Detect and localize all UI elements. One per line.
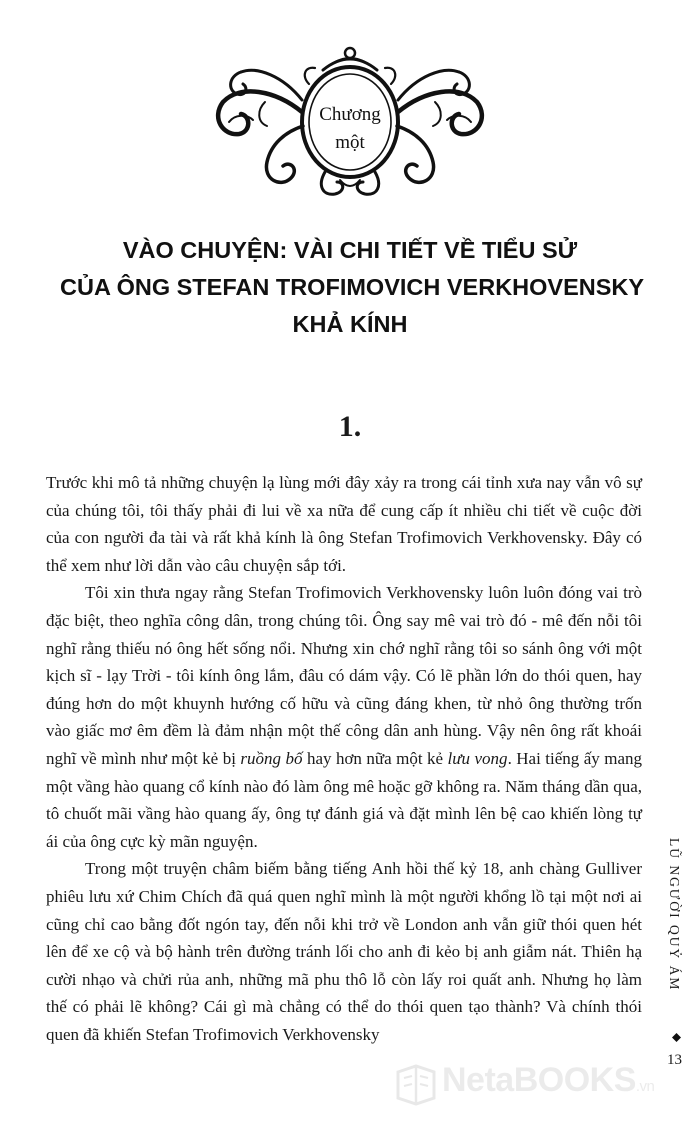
paragraph-2-text-b: hay hơn nữa một kẻ <box>306 748 444 768</box>
chapter-ornament <box>205 40 495 200</box>
page-number: 13 <box>667 1052 682 1068</box>
italic-term-luu-vong: lưu vong <box>447 748 508 768</box>
watermark-brand: NetaBOOKS <box>442 1061 636 1099</box>
running-head: LŨ NGƯỜI QUỶ ÁM <box>667 838 682 992</box>
paragraph-2-text-c: . Hai tiếng ấy mang một vầng hào quang cổ kính nào đó làm ông mê hoặc gỡ không ra. Năm tháng dần qua, tô chuốt mãi vầng hào quang ấy, ông tự đánh giá và đặt mình lên bệ cao khiến lòng tự ái của ông cực kỳ mãn nguyện. <box>46 748 643 851</box>
paragraph-3: Trong một truyện châm biếm bằng tiếng Anh hồi thế kỷ 18, anh chàng Gulliver phiêu lưu xứ Chim Chích đã quá quen nghĩ mình là một người khổng lồ tại một nơi ai cũng chỉ cao bằng đốt ngón tay, đến nỗi khi trở về London anh vẫn giữ thói quen hét lên để xe cộ và bộ hành trên đường tránh lối cho anh đi kẻo bị anh giẫm nát. Thiên hạ cười nhạo và chửi rủa anh, những mã phu thô lỗ còn lấy roi quất anh. Nhưng họ làm thế có phải lẽ không? Cái gì mà chẳng có thể do thói quen tạo thành? Và chính thói quen đã khiến Stefan Trofimovich Verkhovensky <box>46 859 642 1044</box>
chapter-label: Chương <box>319 104 381 125</box>
chapter-title <box>60 232 645 343</box>
diamond-icon <box>672 1033 681 1042</box>
paragraph-2 <box>46 579 642 855</box>
book-logo-icon <box>394 1062 438 1106</box>
chapter-title-line-3: KHẢ KÍNH <box>292 311 408 337</box>
paragraph-2-text-a: Tôi xin thưa ngay rằng Stefan Trofimovich Verkhovensky luôn luôn đóng vai trò đặc biệt, theo nghĩa công dân, trong chúng tôi. Ông say mê vai trò đó - mê đến nỗi tôi nghĩ rằng thiếu nó ông hết sống nổi. Nhưng xin chớ nghĩ rằng tôi so sánh ông với một kịch sĩ - lạy Trời - tôi kính ông lắm, đâu có dám vậy. Có lẽ phần lớn do thói quen, hay đúng hơn do một khuynh hướng cố hữu và cũng đáng khen, từ nhỏ ông thường trốn vào giấc mơ êm đềm là đảm nhận một thế công dân anh hùng. Vậy nên ông rất khoái nghĩ về mình như một kẻ bị <box>46 583 642 768</box>
chapter-title-line-1: VÀO CHUYỆN: VÀI CHI TIẾT VỀ TIỂU SỬ <box>122 237 578 263</box>
paragraph-1: Trước khi mô tả những chuyện lạ lùng mới đây xảy ra trong cái tỉnh xưa nay vẫn vô sự của chúng tôi, tôi thấy phải đi lui về xa nữa để cung cấp ít nhiều chi tiết về cuộc đời của con người đa tài và rất khả kính là ông Stefan Trofimovich Verkhovensky. Đây có thể xem như lời dẫn vào câu chuyện sắp tới. <box>46 473 642 575</box>
body-text <box>46 469 642 1048</box>
chapter-title-line-2: CỦA ÔNG STEFAN TROFIMOVICH VERKHOVENSKY <box>60 274 645 300</box>
chapter-number-word: một <box>335 132 365 153</box>
section-number: 1. <box>338 410 362 443</box>
watermark <box>390 1056 690 1112</box>
italic-term-ruong-bo: ruồng bố <box>240 748 303 768</box>
watermark-text <box>442 1061 654 1100</box>
watermark-suffix: .vn <box>635 1078 655 1095</box>
